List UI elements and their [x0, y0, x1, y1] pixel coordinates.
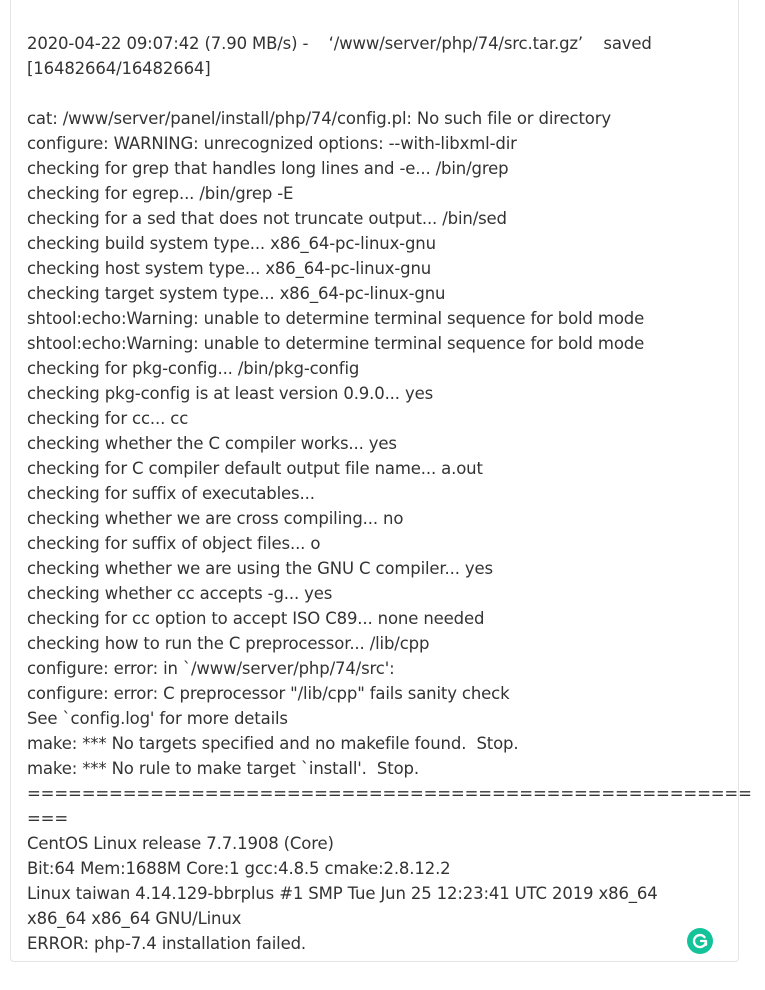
log-line: checking for suffix of executables...: [27, 484, 315, 503]
log-line: checking pkg-config is at least version 0.9.0... yes: [27, 384, 434, 403]
log-line: checking whether the C compiler works... yes: [27, 434, 397, 453]
grammarly-icon[interactable]: [687, 928, 713, 954]
error-line: ERROR: php-7.4 installation failed.: [27, 934, 307, 953]
log-line: cat: /www/server/panel/install/php/74/config.pl: No such file or directory: [27, 109, 611, 128]
log-line: checking for pkg-config... /bin/pkg-config: [27, 359, 360, 378]
log-line: checking for egrep... /bin/grep -E: [27, 184, 294, 203]
log-line: checking for cc... cc: [27, 409, 189, 428]
separator-line: =====================================================: [27, 784, 752, 803]
log-line: checking for suffix of object files... o: [27, 534, 321, 553]
log-line: checking for grep that handles long lines and -e... /bin/grep: [27, 159, 509, 178]
log-line: checking whether we are cross compiling... no: [27, 509, 404, 528]
log-line: See `config.log' for more details: [27, 709, 288, 728]
log-line: checking for a sed that does not truncate output... /bin/sed: [27, 209, 507, 228]
log-line: configure: error: C preprocessor "/lib/cpp" fails sanity check: [27, 684, 510, 703]
install-log: [27, 31, 752, 956]
log-line: [16482664/16482664]: [27, 59, 211, 78]
log-line: make: *** No targets specified and no makefile found. Stop.: [27, 734, 519, 753]
log-line: checking whether cc accepts -g... yes: [27, 584, 333, 603]
log-line: x86_64 x86_64 GNU/Linux: [27, 909, 242, 928]
log-line: checking for C compiler default output file name... a.out: [27, 459, 483, 478]
log-line: configure: error: in `/www/server/php/74/src':: [27, 659, 395, 678]
log-line: checking build system type... x86_64-pc-linux-gnu: [27, 234, 436, 253]
log-line: shtool:echo:Warning: unable to determine terminal sequence for bold mode: [27, 309, 645, 328]
separator-line: ===: [27, 809, 69, 828]
log-line: shtool:echo:Warning: unable to determine terminal sequence for bold mode: [27, 334, 645, 353]
log-card: [10, 0, 752, 962]
log-line: 2020-04-22 09:07:42 (7.90 MB/s) - ‘/www/server/php/74/src.tar.gz’ saved: [27, 34, 652, 53]
log-line-blank: [27, 81, 727, 106]
log-line: Bit:64 Mem:1688M Core:1 gcc:4.8.5 cmake:2.8.12.2: [27, 859, 451, 878]
log-line: checking whether we are using the GNU C compiler... yes: [27, 559, 493, 578]
log-line: checking host system type... x86_64-pc-linux-gnu: [27, 259, 432, 278]
log-line: Linux taiwan 4.14.129-bbrplus #1 SMP Tue Jun 25 12:23:41 UTC 2019 x86_64: [27, 884, 658, 903]
log-line: checking target system type... x86_64-pc-linux-gnu: [27, 284, 446, 303]
log-line: make: *** No rule to make target `install'. Stop.: [27, 759, 419, 778]
log-line: checking how to run the C preprocessor... /lib/cpp: [27, 634, 430, 653]
log-line: CentOS Linux release 7.7.1908 (Core): [27, 834, 334, 853]
log-line: checking for cc option to accept ISO C89... none needed: [27, 609, 485, 628]
log-line: configure: WARNING: unrecognized options: --with-libxml-dir: [27, 134, 517, 153]
grammarly-g-glyph: [691, 932, 709, 950]
